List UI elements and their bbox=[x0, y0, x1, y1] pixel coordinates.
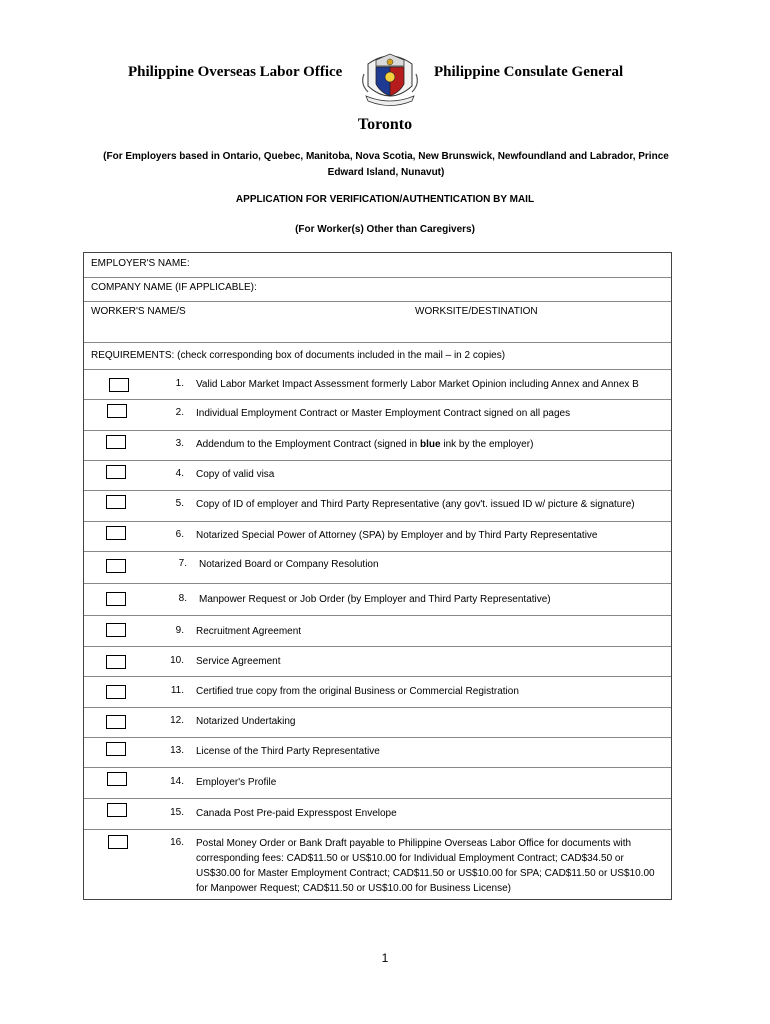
application-title: APPLICATION FOR VERIFICATION/AUTHENTICATION BY MAIL bbox=[235, 194, 535, 205]
requirement-row bbox=[84, 767, 671, 799]
requirement-row bbox=[84, 615, 671, 647]
checkbox[interactable] bbox=[108, 835, 128, 849]
worksite-label: WORKSITE/DESTINATION bbox=[415, 306, 538, 317]
requirements-label: REQUIREMENTS: (check corresponding box of documents included in the mail – in 2 copies) bbox=[91, 350, 506, 361]
worker-worksite-row[interactable] bbox=[84, 301, 671, 343]
requirement-text: Copy of valid visa bbox=[196, 469, 275, 480]
requirement-row bbox=[84, 707, 671, 738]
requirement-text: Individual Employment Contract or Master Employment Contract signed on all pages bbox=[196, 408, 571, 419]
requirement-text: Copy of ID of employer and Third Party Representative (any gov't. issued ID w/ picture & signature) bbox=[196, 499, 635, 510]
requirement-number: 11. bbox=[170, 685, 184, 696]
checkbox[interactable] bbox=[106, 465, 126, 479]
requirement-text: Addendum to the Employment Contract (signed in blue ink by the employer) bbox=[196, 439, 534, 450]
checkbox[interactable] bbox=[106, 592, 126, 606]
city-title: Toronto bbox=[357, 116, 413, 133]
requirement-row bbox=[84, 399, 671, 431]
consulate-title: Philippine Consulate General bbox=[434, 64, 624, 80]
checkbox[interactable] bbox=[107, 404, 127, 418]
requirement-number: 15. bbox=[170, 807, 184, 818]
checkbox[interactable] bbox=[106, 526, 126, 540]
requirement-text: Recruitment Agreement bbox=[196, 626, 302, 637]
requirement-row bbox=[84, 551, 671, 584]
employer-name-label: EMPLOYER'S NAME: bbox=[91, 258, 190, 269]
requirement-text: Service Agreement bbox=[196, 656, 281, 667]
requirement-number: 6. bbox=[175, 529, 184, 540]
requirement-row bbox=[84, 798, 671, 830]
checkbox[interactable] bbox=[107, 803, 127, 817]
requirement-number: 8. bbox=[178, 593, 187, 604]
checkbox[interactable] bbox=[106, 655, 126, 669]
checkbox[interactable] bbox=[106, 623, 126, 637]
requirement-text: Notarized Special Power of Attorney (SPA) by Employer and by Third Party Representative bbox=[196, 530, 598, 541]
philippine-seal-logo bbox=[358, 44, 422, 110]
company-name-label: COMPANY NAME (IF APPLICABLE): bbox=[91, 282, 257, 293]
requirement-text: Canada Post Pre-paid Expresspost Envelope bbox=[196, 808, 397, 819]
requirement-text: Notarized Undertaking bbox=[196, 716, 296, 727]
requirement-number: 9. bbox=[175, 625, 184, 636]
requirement-number: 14. bbox=[170, 776, 184, 787]
checkbox[interactable] bbox=[106, 495, 126, 509]
application-subtitle: (For Worker(s) Other than Caregivers) bbox=[295, 224, 475, 235]
requirement-number: 4. bbox=[175, 468, 184, 479]
application-form bbox=[83, 252, 672, 900]
checkbox[interactable] bbox=[106, 559, 126, 573]
requirements-header-row bbox=[84, 342, 671, 370]
checkbox[interactable] bbox=[107, 772, 127, 786]
requirement-number: 1. bbox=[175, 378, 184, 389]
checkbox[interactable] bbox=[106, 685, 126, 699]
requirement-text: Certified true copy from the original Business or Commercial Registration bbox=[196, 686, 519, 697]
requirement-number: 12. bbox=[170, 715, 184, 726]
requirement-number: 5. bbox=[175, 498, 184, 509]
requirement-row bbox=[84, 646, 671, 677]
requirement-text: Notarized Board or Company Resolution bbox=[199, 559, 379, 570]
requirement-text: Postal Money Order or Bank Draft payable to Philippine Overseas Labor Office for documents with corresponding fees: CAD$11.50 or US$10.00 for Individual Employment Contract; CAD$34.50 or US$30.00 for Master Employment Contract; CAD$11.50 or US$10.00 for SPA; CAD$11.50 or US$10.00 for Manpower Request; CAD$11.50 or US$10.00 for Business License) bbox=[196, 838, 655, 894]
requirement-number: 3. bbox=[175, 438, 184, 449]
worker-names-label: WORKER'S NAME/S bbox=[91, 306, 186, 317]
company-name-row[interactable] bbox=[84, 277, 671, 302]
scope-note: (For Employers based in Ontario, Quebec, Manitoba, Nova Scotia, New Brunswick, Newfoundland and Labrador, Prince Edward Island, Nunavut) bbox=[103, 151, 669, 178]
requirement-row bbox=[84, 490, 671, 522]
page-number: 1 bbox=[381, 951, 389, 965]
checkbox[interactable] bbox=[106, 742, 126, 756]
employer-name-row[interactable] bbox=[84, 253, 671, 278]
requirement-row bbox=[84, 369, 671, 400]
requirement-text: Valid Labor Market Impact Assessment formerly Labor Market Opinion including Annex and Annex B bbox=[196, 379, 639, 390]
requirement-number: 16. bbox=[170, 837, 184, 848]
requirement-row bbox=[84, 583, 671, 616]
requirement-number: 10. bbox=[170, 655, 184, 666]
requirement-number: 13. bbox=[170, 745, 184, 756]
requirement-row bbox=[84, 430, 671, 461]
requirement-text: License of the Third Party Representative bbox=[196, 746, 380, 757]
requirement-number: 7. bbox=[178, 558, 187, 569]
requirement-number: 2. bbox=[175, 407, 184, 418]
requirement-text: Manpower Request or Job Order (by Employer and Third Party Representative) bbox=[199, 594, 551, 605]
checkbox[interactable] bbox=[109, 378, 129, 392]
checkbox[interactable] bbox=[106, 715, 126, 729]
requirement-row bbox=[84, 676, 671, 708]
requirement-row bbox=[84, 829, 671, 899]
requirement-text: Employer's Profile bbox=[196, 777, 277, 788]
office-title: Philippine Overseas Labor Office bbox=[128, 64, 343, 80]
checkbox[interactable] bbox=[106, 435, 126, 449]
requirement-row bbox=[84, 460, 671, 491]
requirement-row bbox=[84, 521, 671, 552]
requirement-row bbox=[84, 737, 671, 768]
